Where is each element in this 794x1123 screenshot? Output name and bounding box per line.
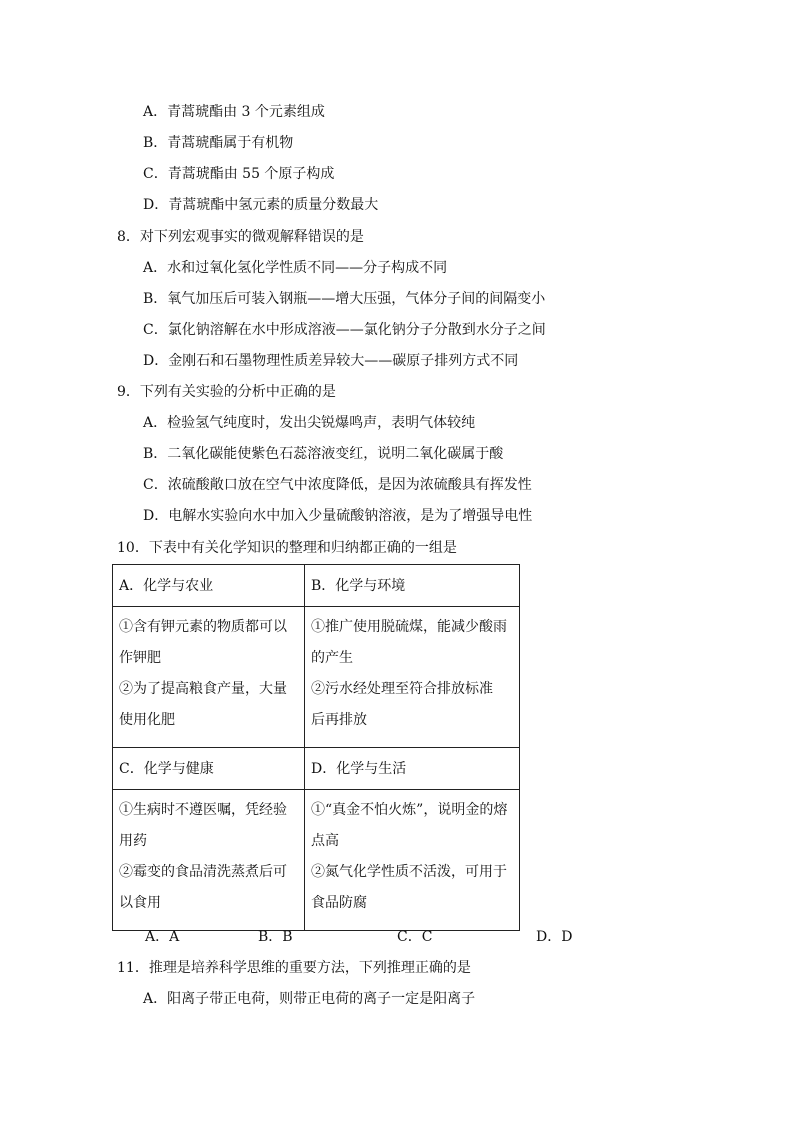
q9-stem: 9．下列有关实验的分析中正确的是 bbox=[117, 384, 336, 400]
q8-option-c: C．氯化钠溶解在水中形成溶液——氯化钠分子分散到水分子之间 bbox=[143, 322, 546, 338]
cell-b-line-1: ①推广使用脱硫煤，能减少酸雨 bbox=[311, 619, 507, 635]
cell-a-line-1: ①含有钾元素的物质都可以 bbox=[119, 619, 287, 635]
cell-c-head: C．化学与健康 bbox=[113, 748, 305, 790]
cell-b-head: B．化学与环境 bbox=[305, 565, 520, 607]
cell-b-line-3: ②污水经处理至符合排放标准 bbox=[311, 681, 493, 697]
cell-c-line-4: 以食用 bbox=[119, 895, 161, 911]
cell-d-line-3: ②氮气化学性质不活泼，可用于 bbox=[311, 864, 507, 880]
q8-option-b: B．氧气加压后可装入钢瓶——增大压强，气体分子间的间隔变小 bbox=[143, 291, 546, 307]
q10-answer-b: B．B bbox=[258, 929, 293, 945]
cell-b-body bbox=[305, 607, 520, 748]
q10-answer-c: C．C bbox=[397, 929, 433, 945]
cell-c-line-2: 用药 bbox=[119, 833, 147, 849]
q8-stem: 8．对下列宏观事实的微观解释错误的是 bbox=[117, 229, 364, 245]
cell-c-body bbox=[113, 790, 305, 931]
q10-knowledge-table bbox=[112, 564, 520, 931]
q11-stem: 11．推理是培养科学思维的重要方法，下列推理正确的是 bbox=[117, 960, 471, 976]
cell-a-head: A．化学与农业 bbox=[113, 565, 305, 607]
q9-option-c: C．浓硫酸敞口放在空气中浓度降低，是因为浓硫酸具有挥发性 bbox=[143, 477, 532, 493]
q8-option-d: D．金刚石和石墨物理性质差异较大——碳原子排列方式不同 bbox=[143, 353, 519, 369]
cell-d-head: D．化学与生活 bbox=[305, 748, 520, 790]
cell-d-line-4: 食品防腐 bbox=[311, 895, 367, 911]
q10-answer-a: A．A bbox=[145, 929, 180, 945]
cell-a-line-2: 作钾肥 bbox=[119, 650, 161, 666]
cell-c-line-1: ①生病时不遵医嘱，凭经验 bbox=[119, 802, 287, 818]
cell-d-line-2: 点高 bbox=[311, 833, 339, 849]
cell-b-line-2: 的产生 bbox=[311, 650, 353, 666]
q10-answer-d: D．D bbox=[536, 929, 573, 945]
q7-option-d: D．青蒿琥酯中氢元素的质量分数最大 bbox=[143, 197, 379, 213]
cell-c-line-3: ②霉变的食品清洗蒸煮后可 bbox=[119, 864, 287, 880]
cell-d-body bbox=[305, 790, 520, 931]
q7-option-a: A．青蒿琥酯由 3 个元素组成 bbox=[143, 104, 325, 120]
q10-stem: 10．下表中有关化学知识的整理和归纳都正确的一组是 bbox=[117, 540, 457, 556]
cell-a-body bbox=[113, 607, 305, 748]
q10-answer-row bbox=[0, 927, 794, 947]
q11-option-a: A．阳离子带正电荷，则带正电荷的离子一定是阳离子 bbox=[143, 991, 476, 1007]
q7-option-c: C．青蒿琥酯由 55 个原子构成 bbox=[143, 166, 335, 182]
q7-option-b: B．青蒿琥酯属于有机物 bbox=[143, 135, 294, 151]
q9-option-b: B．二氧化碳能使紫色石蕊溶液变红，说明二氧化碳属于酸 bbox=[143, 446, 504, 462]
cell-a-line-4: 使用化肥 bbox=[119, 712, 175, 728]
cell-a-line-3: ②为了提高粮食产量，大量 bbox=[119, 681, 287, 697]
q9-option-a: A．检验氢气纯度时，发出尖锐爆鸣声，表明气体较纯 bbox=[143, 415, 476, 431]
q9-option-d: D．电解水实验向水中加入少量硫酸钠溶液，是为了增强导电性 bbox=[143, 508, 533, 524]
cell-b-line-4: 后再排放 bbox=[311, 712, 367, 728]
cell-d-line-1: ①“真金不怕火炼”，说明金的熔 bbox=[311, 802, 508, 818]
q8-option-a: A．水和过氧化氢化学性质不同——分子构成不同 bbox=[143, 260, 448, 276]
